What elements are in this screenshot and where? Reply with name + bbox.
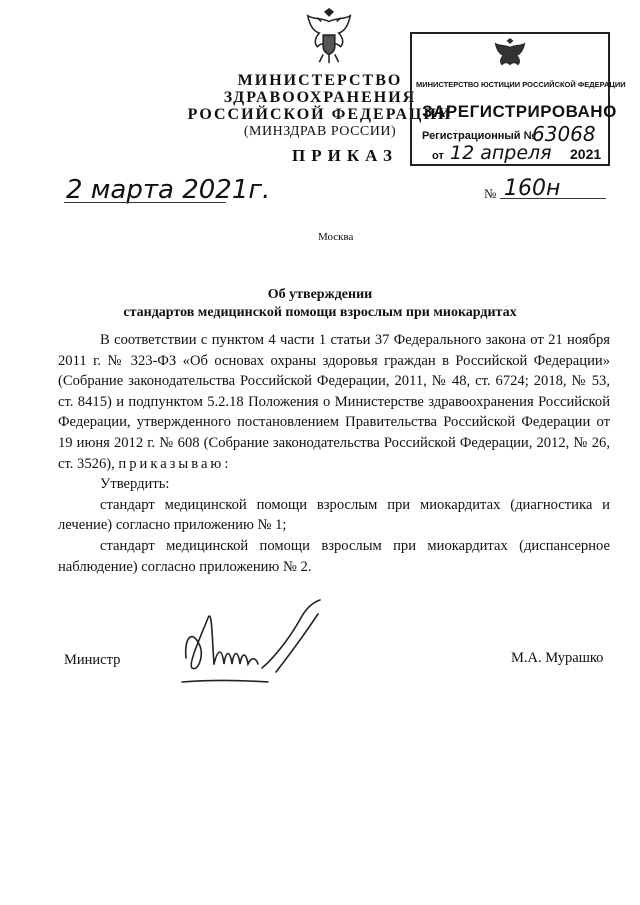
stamp-date-value: 12 апреля <box>450 142 552 164</box>
handwritten-signature <box>178 598 328 690</box>
document-type: ПРИКАЗ <box>292 146 398 165</box>
document-title <box>60 286 580 322</box>
approve-paragraph: Утвердить: <box>100 476 170 493</box>
standard-item-1: стандарт медицинской помощи взрослым при миокардитах (диагностика и лечение) согласно приложению № 1; <box>58 496 610 534</box>
title-line1: Об утверждении <box>267 287 373 302</box>
number-underline <box>500 198 606 199</box>
stamp-date-year: 2021 <box>570 146 602 162</box>
stamp-number-label: Регистрационный № <box>422 130 536 142</box>
title-line2: стандартов медицинской помощи взрослым при миокардитах <box>123 305 517 320</box>
ministry-short-name: (МИНЗДРАВ РОССИИ) <box>243 124 397 139</box>
standard-item-2: стандарт медицинской помощи взрослым при миокардитах (диспансерное наблюдение) согласно приложению № 2. <box>58 537 610 575</box>
order-date: 2 марта 2021г. <box>66 175 271 205</box>
stamp-emblem-icon <box>490 38 530 78</box>
city: Москва <box>318 231 354 243</box>
stamp-status: ЗАРЕГИСТРИРОВАНО <box>422 102 617 121</box>
ministry-name-line1: МИНИСТЕРСТВО ЗДРАВООХРАНЕНИЯ <box>223 72 417 106</box>
preamble-paragraph <box>58 330 610 474</box>
stamp-agency: МИНИСТЕРСТВО ЮСТИЦИИ РОССИЙСКОЙ ФЕДЕРАЦИИ <box>416 80 626 89</box>
preamble-text: В соответствии с пунктом 4 части 1 статьи 37 Федерального закона от 21 ноября 2011 г. № 323-ФЗ «Об основах охраны здоровья граждан в Российской Федерации» (Собрание законодательства Российской Федерации, 2011, № 48, ст. 6724; 2018, № 53, ст. 8415) и подпунктом 5.2.18 Положения о Министерстве здравоохранения Российской Федерации, утвержденного постановлением Правительства Российской Федерации от 19 июня 2012 г. № 608 (Собрание законодательства Российской Федерации, 2012, № 26, ст. 3526), <box>58 332 610 472</box>
ministry-name-line2: РОССИЙСКОЙ ФЕДЕРАЦИИ <box>187 106 453 123</box>
order-number-label: № <box>484 186 497 201</box>
order-number-value: 160н <box>504 176 561 201</box>
stamp-date-label: от <box>432 150 444 162</box>
signer-position: Министр <box>64 652 121 668</box>
registration-stamp <box>410 32 626 166</box>
coat-of-arms-icon <box>300 8 358 66</box>
command-word: приказываю: <box>118 455 232 472</box>
stamp-number-value: 63068 <box>532 122 596 146</box>
document-body <box>58 330 610 577</box>
signer-name: М.А. Мурашко <box>511 650 604 666</box>
date-underline <box>64 202 226 203</box>
